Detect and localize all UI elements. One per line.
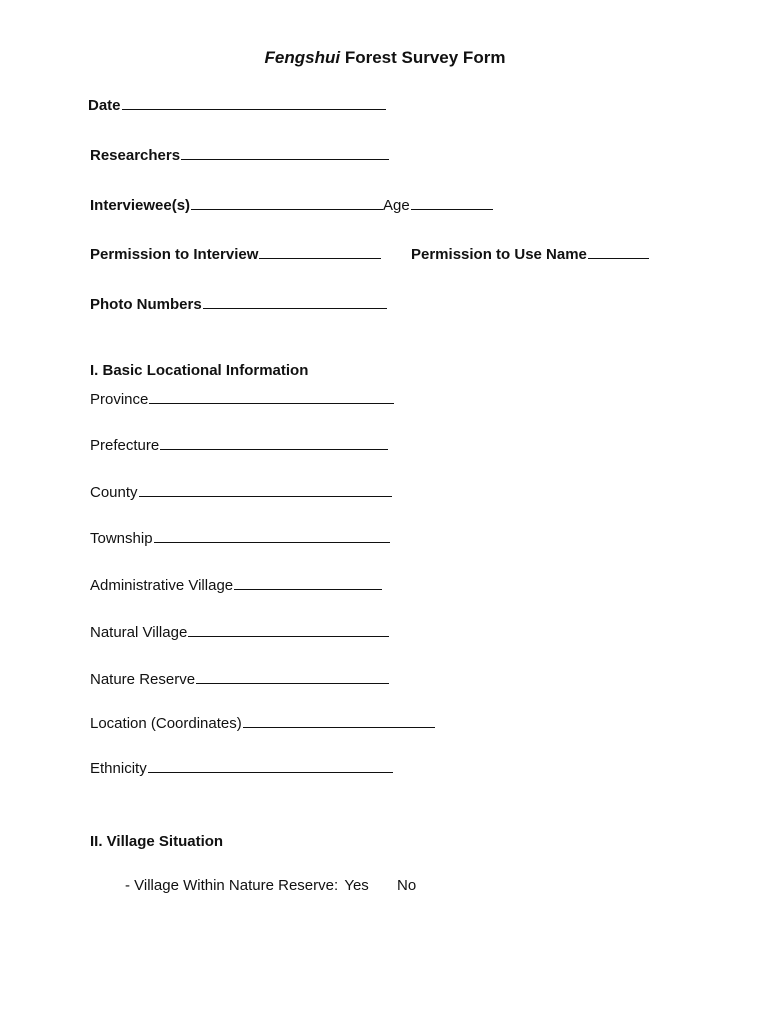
natural-village-blank[interactable] (188, 621, 389, 637)
researchers-label: Researchers (90, 147, 181, 164)
form-title-rest: Forest Survey Form (340, 48, 506, 67)
date-field (88, 94, 386, 116)
yes-option[interactable]: Yes (344, 877, 369, 894)
permission-interview-label: Permission to Interview (90, 246, 259, 263)
natural-village-field (90, 621, 389, 643)
form-title-italic: Fengshui (264, 48, 341, 67)
photo-numbers-field (90, 293, 387, 315)
county-field (90, 481, 392, 503)
interviewees-label: Interviewee(s) (90, 197, 191, 214)
no-option[interactable]: No (396, 877, 417, 894)
admin-village-label: Administrative Village (90, 577, 234, 594)
researchers-field (90, 144, 389, 166)
admin-village-field (90, 574, 382, 596)
nature-reserve-blank[interactable] (196, 668, 389, 684)
county-label: County (90, 484, 138, 501)
location-field (90, 712, 435, 734)
permission-interview-blank[interactable] (259, 243, 381, 259)
township-field (90, 527, 390, 549)
permission-interview-field (90, 243, 381, 265)
prefecture-label: Prefecture (90, 437, 160, 454)
admin-village-blank[interactable] (234, 574, 382, 590)
photo-numbers-label: Photo Numbers (90, 296, 202, 313)
province-label: Province (90, 391, 149, 408)
interviewees-blank[interactable] (191, 194, 383, 210)
date-blank[interactable] (122, 94, 386, 110)
ethnicity-blank[interactable] (148, 757, 393, 773)
ethnicity-label: Ethnicity (90, 760, 147, 777)
age-label: Age (383, 197, 410, 214)
province-field (90, 388, 394, 410)
permission-name-label: Permission to Use Name (411, 246, 587, 263)
natural-village-label: Natural Village (90, 624, 188, 641)
village-within-reserve-question: - Village Within Nature Reserve: (125, 877, 339, 894)
prefecture-blank[interactable] (160, 434, 388, 450)
nature-reserve-label: Nature Reserve (90, 671, 196, 688)
ethnicity-field (90, 757, 393, 779)
village-within-reserve-row (125, 876, 416, 896)
permission-name-blank[interactable] (588, 243, 649, 259)
section-2-heading: II. Village Situation (90, 833, 224, 850)
township-label: Township (90, 530, 153, 547)
section-1-heading: I. Basic Locational Information (90, 362, 309, 379)
location-blank[interactable] (243, 712, 435, 728)
date-label: Date (88, 97, 121, 114)
prefecture-field (90, 434, 388, 456)
province-blank[interactable] (149, 388, 394, 404)
photo-numbers-blank[interactable] (203, 293, 387, 309)
county-blank[interactable] (139, 481, 392, 497)
permission-name-field (411, 243, 649, 265)
nature-reserve-field (90, 668, 389, 690)
age-blank[interactable] (411, 194, 493, 210)
interviewees-field (90, 194, 493, 216)
researchers-blank[interactable] (181, 144, 389, 160)
form-title (0, 48, 770, 68)
township-blank[interactable] (154, 527, 390, 543)
location-label: Location (Coordinates) (90, 715, 242, 732)
